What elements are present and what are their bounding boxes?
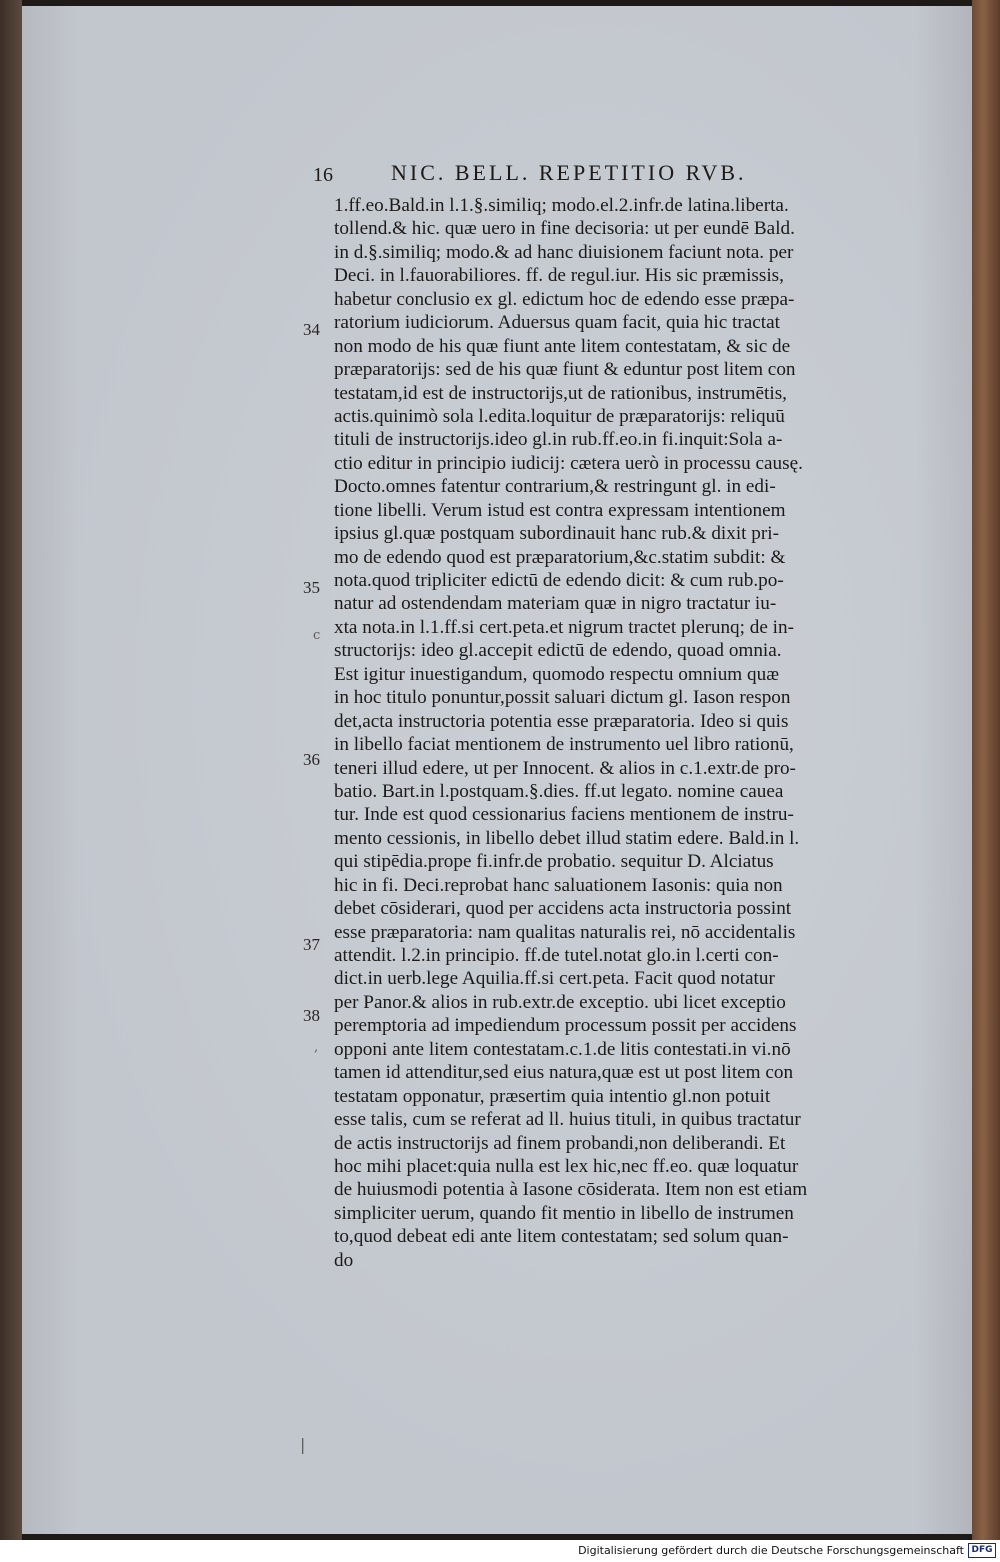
text-line: Docto.omnes fatentur contrarium,& restringunt gl. in edi- xyxy=(334,476,776,498)
text-line: do xyxy=(334,1249,354,1271)
text-line: natur ad ostendendam materiam quæ in nigro tractatur iu- xyxy=(334,593,777,615)
text-line: non modo de his quæ fiunt ante litem contestatam, & sic de xyxy=(334,335,791,357)
margin-mark: , xyxy=(314,1040,319,1055)
text-line: per Panor.& alios in rub.extr.de exceptio. ubi licet exceptio xyxy=(334,991,786,1013)
text-line: structorijs: ideo gl.accepit edictū de edendo, quoad omnia. xyxy=(334,640,782,662)
running-head-title: NIC. BELL. REPETITIO RVB. xyxy=(391,160,747,185)
text-line: testatam opponatur, præsertim quia intentio gl.non potuit xyxy=(334,1085,771,1107)
text-line: in libello faciat mentionem de instrumento uel libro rationū, xyxy=(334,734,794,756)
text-line: to,quod debeat edi ante litem contestatam; sed solum quan- xyxy=(334,1226,789,1248)
text-line: in d.§.similiq; modo.& ad hanc diuisionem faciunt nota. per xyxy=(334,241,794,263)
left-page-edge xyxy=(0,0,22,1540)
funding-notice: Digitalisierung gefördert durch die Deutsche Forschungsgemeinschaft xyxy=(578,1544,964,1557)
margin-number-38: 38 xyxy=(303,1006,320,1025)
text-line: Deci. in l.fauorabiliores. ff. de regul.iur. His sic præmissis, xyxy=(334,265,784,287)
text-line: qui stipēdia.prope fi.infr.de probatio. sequitur D. Alciatus xyxy=(334,851,774,873)
text-line: teneri illud edere, ut per Innocent. & alios in c.1.extr.de pro- xyxy=(334,757,796,779)
text-line: debet cōsiderari, quod per accidens acta instructoria possint xyxy=(334,898,792,920)
margin-number-34: 34 xyxy=(303,320,320,339)
text-line: Est igitur inuestigandum, quomodo respectu omnium quæ xyxy=(334,663,780,685)
text-line: ipsius gl.quæ postquam subordinauit hanc rub.& dixit pri- xyxy=(334,523,780,545)
text-line: attendit. l.2.in principio. ff.de tutel.notat glo.in l.certi con- xyxy=(334,945,779,966)
text-line: simpliciter uerum, quando fit mentio in libello de instrumen xyxy=(334,1202,794,1224)
text-line: opponi ante litem contestatam.c.1.de litis contestati.in vi.nō xyxy=(334,1038,791,1060)
text-line: xta nota.in l.1.ff.si cert.peta.et nigrum tractet plerunq; de in- xyxy=(334,616,794,638)
page-number: 16 xyxy=(313,164,333,186)
footer-bar xyxy=(0,1540,1000,1562)
text-line: nota.quod tripliciter edictū de edendo dicit: & cum rub.po- xyxy=(334,570,784,591)
text-line: 1.ff.eo.Bald.in l.1.§.similiq; modo.el.2.infr.de latina.liberta. xyxy=(334,195,789,216)
text-line: peremptoria ad impediendum processum possit per accidens xyxy=(334,1015,797,1037)
text-line: ratorium iudiciorum. Aduersus quam facit, quia hic tractat xyxy=(334,312,780,334)
text-line: habetur conclusio ex gl. edictum hoc de edendo esse præpa- xyxy=(334,288,795,310)
book-edge xyxy=(972,0,1000,1540)
margin-number-37: 37 xyxy=(303,935,320,954)
text-line: esse præparatoria: nam qualitas naturalis rei, nō accidentalis xyxy=(334,921,796,943)
text-line: tamen id attenditur,sed eius natura,quæ est ut post litem con xyxy=(334,1062,794,1084)
text-line: tione libelli. Verum istud est contra expressam intentionem xyxy=(334,499,786,521)
text-line: mento cessionis, in libello debet illud statim edere. Bald.in l. xyxy=(334,827,800,849)
text-line: esse talis, cum se referat ad ll. huius tituli, in quibus tractatur xyxy=(334,1109,801,1131)
text-line: tituli de instructorijs.ideo gl.in rub.ff.eo.in fi.inquit:Sola a- xyxy=(334,429,783,451)
text-line: tollend.& hic. quæ uero in fine decisoria: ut per eundē Bald. xyxy=(334,218,795,240)
text-line: actis.quinimò sola l.edita.loquitur de præparatorijs: reliquū xyxy=(334,405,785,427)
margin-mark: c xyxy=(313,628,321,643)
text-line: præparatorijs: sed de his quæ fiunt & eduntur post litem con xyxy=(334,359,796,381)
text-line: batio. Bart.in l.postquam.§.dies. ff.ut legato. nomine cauea xyxy=(334,780,784,802)
text-line: hic in fi. Deci.reprobat hanc saluationem Iasonis: quia non xyxy=(334,874,783,896)
text-line: det,acta instructoria potentia esse præparatoria. Ideo si quis xyxy=(334,710,789,732)
text-line: de actis instructorijs ad finem probandi,non deliberandi. Et xyxy=(334,1132,786,1154)
body-text xyxy=(334,194,874,1272)
text-line: in hoc titulo ponuntur,possit saluari dictum gl. Iason respon xyxy=(334,687,791,709)
text-line: dict.in uerb.lege Aquilia.ff.si cert.peta. Facit quod notatur xyxy=(334,968,775,990)
text-line: tur. Inde est quod cessionarius faciens mentionem de instru- xyxy=(334,804,794,826)
margin-mark: | xyxy=(300,1435,306,1454)
text-line: hoc mihi placet:quia nulla est lex hic,nec ff.eo. quæ loquatur xyxy=(334,1155,799,1177)
text-line: ctio editur in principio iudicij: cætera uerò in processu causę. xyxy=(334,452,803,474)
text-line: mo de edendo quod est præparatorium,&c.statim subdit: & xyxy=(334,546,786,568)
text-line: de huiusmodi potentia à Iasone cōsiderata. Item non est etiam xyxy=(334,1179,808,1201)
text-line: testatam,id est de instructorijs,ut de rationibus, instrumētis, xyxy=(334,382,787,404)
margin-number-35: 35 xyxy=(303,578,320,597)
dfg-logo-icon: DFG xyxy=(968,1543,996,1558)
margin-number-36: 36 xyxy=(303,750,320,769)
